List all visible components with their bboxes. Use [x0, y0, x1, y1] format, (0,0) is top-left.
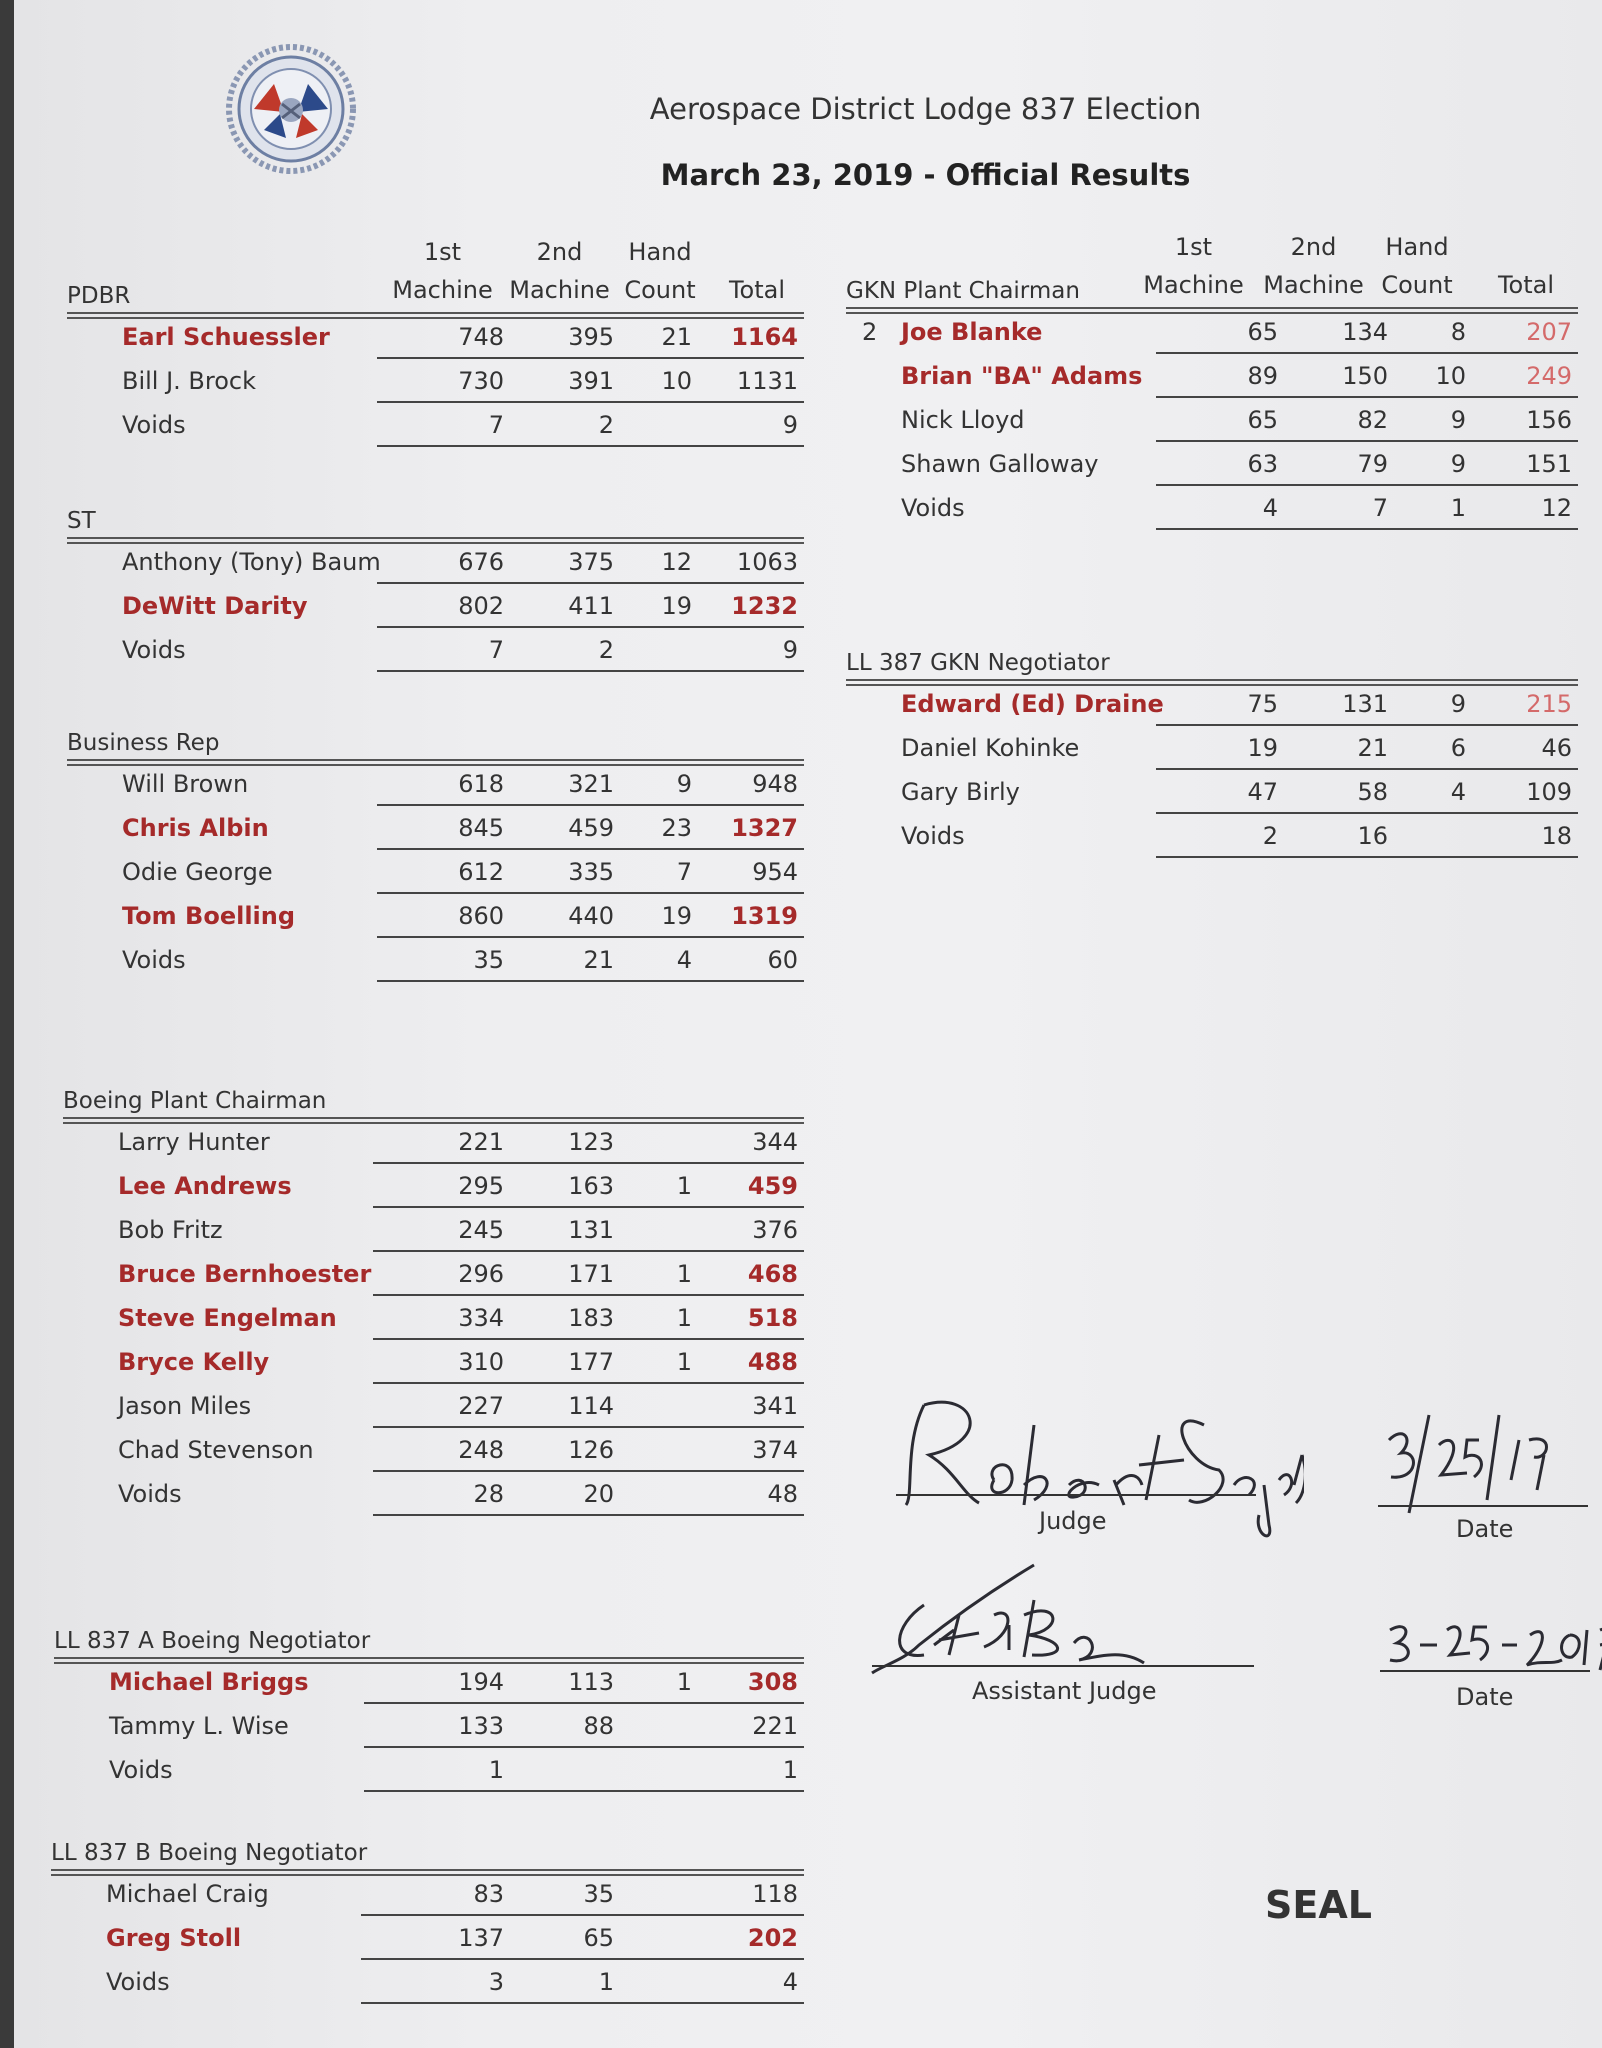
first-machine-count: 1 — [488, 1756, 504, 1784]
second-machine-count: 20 — [583, 1480, 614, 1508]
hand-count: 9 — [676, 770, 692, 798]
section-ll387-gkn-negotiator — [846, 632, 1578, 858]
table-row — [67, 894, 804, 938]
hand-count: 1 — [676, 1304, 692, 1332]
assistant-judge-label: Assistant Judge — [972, 1677, 1157, 1705]
section-header — [63, 1070, 804, 1120]
total-count: 221 — [752, 1712, 798, 1740]
table-row — [51, 1916, 804, 1960]
table-row-voids — [63, 1472, 804, 1516]
candidate-name: Earl Schuessler — [122, 323, 330, 351]
second-machine-count: 2 — [598, 411, 614, 439]
table-row — [846, 398, 1578, 442]
hand-count: 9 — [1450, 406, 1466, 434]
first-machine-count: 7 — [488, 411, 504, 439]
total-count: 46 — [1541, 734, 1572, 762]
hand-count: 8 — [1450, 318, 1466, 346]
candidate-name: Greg Stoll — [106, 1924, 242, 1952]
hand-count: 23 — [661, 814, 692, 842]
second-machine-count: 459 — [568, 814, 614, 842]
table-row-voids — [846, 486, 1578, 530]
total-count: 1232 — [731, 592, 798, 620]
total-count: 207 — [1526, 318, 1572, 346]
second-machine-count: 391 — [568, 367, 614, 395]
first-machine-count: 19 — [1247, 734, 1278, 762]
hand-count: 19 — [661, 902, 692, 930]
table-row — [67, 584, 804, 628]
total-count: 518 — [747, 1304, 798, 1332]
section-ll837a-boeing-negotiator — [54, 1610, 804, 1792]
section-boeing-plant-chairman — [63, 1070, 804, 1516]
table-row — [67, 762, 804, 806]
candidate-name: Daniel Kohinke — [901, 734, 1080, 762]
total-count: 954 — [752, 858, 798, 886]
col-header-total: Total — [1497, 271, 1555, 299]
first-machine-count: 65 — [1247, 318, 1278, 346]
table-row — [63, 1208, 804, 1252]
col-header-1st-machine: 1st Machine — [392, 238, 493, 304]
table-row — [63, 1428, 804, 1472]
hand-count: 9 — [1450, 450, 1466, 478]
total-count: 459 — [747, 1172, 798, 1200]
total-count: 374 — [752, 1436, 798, 1464]
section-header — [54, 1610, 804, 1660]
total-count: 109 — [1526, 778, 1572, 806]
total-count: 9 — [782, 411, 798, 439]
table-row — [51, 1872, 804, 1916]
hand-count: 6 — [1450, 734, 1466, 762]
total-count: 1 — [782, 1756, 798, 1784]
total-count: 202 — [747, 1924, 798, 1952]
second-machine-count: 58 — [1357, 778, 1388, 806]
first-machine-count: 221 — [458, 1128, 504, 1156]
first-machine-count: 248 — [458, 1436, 504, 1464]
section-title: LL 837 B Boeing Negotiator — [51, 1840, 368, 1866]
first-machine-count: 63 — [1247, 450, 1278, 478]
first-machine-count: 802 — [458, 592, 504, 620]
col-header-1st-machine: 1st Machine — [1143, 233, 1244, 299]
first-machine-count: 295 — [458, 1172, 504, 1200]
section-st — [67, 490, 804, 672]
candidate-name: Anthony (Tony) Baum — [122, 548, 381, 576]
table-row — [63, 1252, 804, 1296]
first-machine-count: 860 — [458, 902, 504, 930]
hand-count: 9 — [1450, 690, 1466, 718]
second-machine-count: 321 — [568, 770, 614, 798]
hand-count: 10 — [661, 367, 692, 395]
total-count: 156 — [1526, 406, 1572, 434]
table-row — [67, 540, 804, 584]
section-header — [67, 712, 804, 762]
second-machine-count: 150 — [1342, 362, 1388, 390]
second-machine-count: 440 — [568, 902, 614, 930]
total-count: 215 — [1526, 690, 1572, 718]
total-count: 12 — [1541, 494, 1572, 522]
table-row-voids — [67, 938, 804, 982]
first-machine-count: 676 — [458, 548, 504, 576]
second-machine-count: 126 — [568, 1436, 614, 1464]
table-row — [846, 310, 1578, 354]
total-count: 376 — [752, 1216, 798, 1244]
second-machine-count: 88 — [583, 1712, 614, 1740]
seal-label: SEAL — [1265, 1883, 1372, 1927]
row-prefix: 2 — [862, 318, 878, 346]
section-gkn-plant-chairman — [846, 230, 1578, 530]
table-row-voids — [846, 814, 1578, 858]
candidate-name: Michael Briggs — [109, 1668, 309, 1696]
total-count: 1327 — [731, 814, 798, 842]
candidate-name: Voids — [901, 494, 965, 522]
total-count: 488 — [747, 1348, 798, 1376]
candidate-name: Brian "BA" Adams — [901, 362, 1143, 390]
total-count: 341 — [752, 1392, 798, 1420]
candidate-name: Gary Birly — [901, 778, 1020, 806]
table-row — [67, 850, 804, 894]
hand-count: 12 — [661, 548, 692, 576]
section-title: PDBR — [67, 283, 131, 309]
hand-count: 10 — [1435, 362, 1466, 390]
table-row — [846, 442, 1578, 486]
candidate-name: Joe Blanke — [901, 318, 1043, 346]
assistant-judge-date-label: Date — [1456, 1683, 1514, 1711]
hand-count: 19 — [661, 592, 692, 620]
total-count: 151 — [1526, 450, 1572, 478]
first-machine-count: 194 — [458, 1668, 504, 1696]
second-machine-count: 411 — [568, 592, 614, 620]
hand-count: 1 — [676, 1260, 692, 1288]
second-machine-count: 114 — [568, 1392, 614, 1420]
first-machine-count: 133 — [458, 1712, 504, 1740]
section-ll837b-boeing-negotiator — [51, 1822, 804, 2004]
total-count: 344 — [752, 1128, 798, 1156]
second-machine-count: 335 — [568, 858, 614, 886]
candidate-name: Steve Engelman — [118, 1304, 337, 1332]
first-machine-count: 65 — [1247, 406, 1278, 434]
first-machine-count: 2 — [1262, 822, 1278, 850]
candidate-name: Voids — [106, 1968, 170, 1996]
candidate-name: Tom Boelling — [122, 902, 296, 930]
table-row-voids — [67, 628, 804, 672]
total-count: 308 — [747, 1668, 798, 1696]
second-machine-count: 177 — [568, 1348, 614, 1376]
assistant-judge-date-line — [1380, 1670, 1590, 1672]
second-machine-count: 16 — [1357, 822, 1388, 850]
candidate-name: Edward (Ed) Draine — [901, 690, 1164, 718]
total-count: 9 — [782, 636, 798, 664]
total-count: 18 — [1541, 822, 1572, 850]
first-machine-count: 3 — [488, 1968, 504, 1996]
first-machine-count: 137 — [458, 1924, 504, 1952]
first-machine-count: 83 — [473, 1880, 504, 1908]
candidate-name: Voids — [118, 1480, 182, 1508]
table-row — [846, 682, 1578, 726]
total-count: 948 — [752, 770, 798, 798]
candidate-name: Odie George — [122, 858, 273, 886]
second-machine-count: 131 — [1342, 690, 1388, 718]
section-title: Business Rep — [67, 730, 220, 756]
first-machine-count: 7 — [488, 636, 504, 664]
first-machine-count: 296 — [458, 1260, 504, 1288]
section-title: ST — [67, 508, 96, 534]
judge-date-handwritten — [1379, 1395, 1579, 1515]
candidate-name: Will Brown — [122, 770, 249, 798]
col-header-hand-count: Hand Count — [1381, 233, 1453, 299]
table-row-voids — [54, 1748, 804, 1792]
first-machine-count: 227 — [458, 1392, 504, 1420]
col-header-hand-count: Hand Count — [624, 238, 696, 304]
candidate-name: Voids — [901, 822, 965, 850]
second-machine-count: 131 — [568, 1216, 614, 1244]
candidate-name: Bruce Bernhoester — [118, 1260, 372, 1288]
first-machine-count: 845 — [458, 814, 504, 842]
section-header — [846, 230, 1578, 310]
second-machine-count: 163 — [568, 1172, 614, 1200]
hand-count: 7 — [676, 858, 692, 886]
table-row — [846, 770, 1578, 814]
table-row-voids — [51, 1960, 804, 2004]
candidate-name: Tammy L. Wise — [109, 1712, 289, 1740]
candidate-name: Voids — [109, 1756, 173, 1784]
total-count: 1319 — [731, 902, 798, 930]
first-machine-count: 28 — [473, 1480, 504, 1508]
candidate-name: Chris Albin — [122, 814, 269, 842]
section-header — [846, 632, 1578, 682]
second-machine-count: 7 — [1372, 494, 1388, 522]
first-machine-count: 748 — [458, 323, 504, 351]
section-title: LL 837 A Boeing Negotiator — [54, 1628, 371, 1654]
section-title: LL 387 GKN Negotiator — [846, 650, 1110, 676]
table-row — [846, 726, 1578, 770]
document-subtitle: March 23, 2019 - Official Results — [660, 158, 1191, 192]
first-machine-count: 618 — [458, 770, 504, 798]
candidate-name: Bob Fritz — [118, 1216, 223, 1244]
second-machine-count: 65 — [583, 1924, 614, 1952]
section-pdbr — [67, 235, 804, 447]
hand-count: 4 — [676, 946, 692, 974]
judge-signature-line — [896, 1494, 1256, 1496]
candidate-name: Michael Craig — [106, 1880, 269, 1908]
table-row — [54, 1704, 804, 1748]
ballot-results-sheet — [14, 0, 1602, 2048]
candidate-name: Shawn Galloway — [901, 450, 1099, 478]
second-machine-count: 2 — [598, 636, 614, 664]
total-count: 1164 — [731, 323, 798, 351]
candidate-name: Jason Miles — [118, 1392, 252, 1420]
candidate-name: Voids — [122, 636, 186, 664]
candidate-name: Bryce Kelly — [118, 1348, 270, 1376]
total-count: 1063 — [736, 548, 798, 576]
col-header-2nd-machine: 2nd Machine — [509, 238, 610, 304]
judge-date-line — [1378, 1505, 1588, 1507]
hand-count: 1 — [1450, 494, 1466, 522]
hand-count: 1 — [676, 1348, 692, 1376]
second-machine-count: 375 — [568, 548, 614, 576]
first-machine-count: 35 — [473, 946, 504, 974]
candidate-name: DeWitt Darity — [122, 592, 308, 620]
candidate-name: Voids — [122, 946, 186, 974]
total-count: 118 — [752, 1880, 798, 1908]
first-machine-count: 310 — [458, 1348, 504, 1376]
table-row — [67, 315, 804, 359]
table-row — [63, 1296, 804, 1340]
section-title: GKN Plant Chairman — [846, 278, 1080, 304]
first-machine-count: 89 — [1247, 362, 1278, 390]
section-header — [51, 1822, 804, 1872]
second-machine-count: 113 — [568, 1668, 614, 1696]
document-title: Aerospace District Lodge 837 Election — [649, 92, 1202, 126]
candidate-name: Chad Stevenson — [118, 1436, 314, 1464]
total-count: 1131 — [736, 367, 798, 395]
hand-count: 21 — [661, 323, 692, 351]
section-header — [67, 490, 804, 540]
assistant-judge-signature-line — [872, 1665, 1254, 1667]
table-row — [63, 1164, 804, 1208]
table-row-voids — [67, 403, 804, 447]
candidate-name: Voids — [122, 411, 186, 439]
first-machine-count: 75 — [1247, 690, 1278, 718]
total-count: 60 — [767, 946, 798, 974]
second-machine-count: 171 — [568, 1260, 614, 1288]
table-row — [846, 354, 1578, 398]
section-business-rep — [67, 712, 804, 982]
hand-count: 1 — [676, 1668, 692, 1696]
second-machine-count: 79 — [1357, 450, 1388, 478]
first-machine-count: 730 — [458, 367, 504, 395]
hand-count: 4 — [1450, 778, 1466, 806]
judge-label: Judge — [1039, 1507, 1107, 1535]
table-row — [63, 1384, 804, 1428]
second-machine-count: 21 — [1357, 734, 1388, 762]
table-row — [63, 1340, 804, 1384]
candidate-name: Larry Hunter — [118, 1128, 270, 1156]
candidate-name: Nick Lloyd — [901, 406, 1025, 434]
first-machine-count: 4 — [1262, 494, 1278, 522]
first-machine-count: 612 — [458, 858, 504, 886]
candidate-name: Lee Andrews — [118, 1172, 292, 1200]
table-row — [63, 1120, 804, 1164]
first-machine-count: 47 — [1247, 778, 1278, 806]
section-title: Boeing Plant Chairman — [63, 1088, 327, 1114]
second-machine-count: 35 — [583, 1880, 614, 1908]
table-row — [67, 359, 804, 403]
section-header — [67, 235, 804, 315]
second-machine-count: 134 — [1342, 318, 1388, 346]
candidate-name: Bill J. Brock — [122, 367, 257, 395]
col-header-2nd-machine: 2nd Machine — [1263, 233, 1364, 299]
assistant-judge-date-handwritten — [1382, 1615, 1602, 1675]
judge-date-label: Date — [1456, 1515, 1514, 1543]
second-machine-count: 1 — [598, 1968, 614, 1996]
total-count: 48 — [767, 1480, 798, 1508]
hand-count: 1 — [676, 1172, 692, 1200]
total-count: 468 — [747, 1260, 798, 1288]
second-machine-count: 82 — [1357, 406, 1388, 434]
second-machine-count: 21 — [583, 946, 614, 974]
total-count: 4 — [782, 1968, 798, 1996]
total-count: 249 — [1526, 362, 1572, 390]
table-row — [54, 1660, 804, 1704]
second-machine-count: 123 — [568, 1128, 614, 1156]
first-machine-count: 245 — [458, 1216, 504, 1244]
table-row — [67, 806, 804, 850]
first-machine-count: 334 — [458, 1304, 504, 1332]
col-header-total: Total — [728, 276, 786, 304]
second-machine-count: 183 — [568, 1304, 614, 1332]
second-machine-count: 395 — [568, 323, 614, 351]
